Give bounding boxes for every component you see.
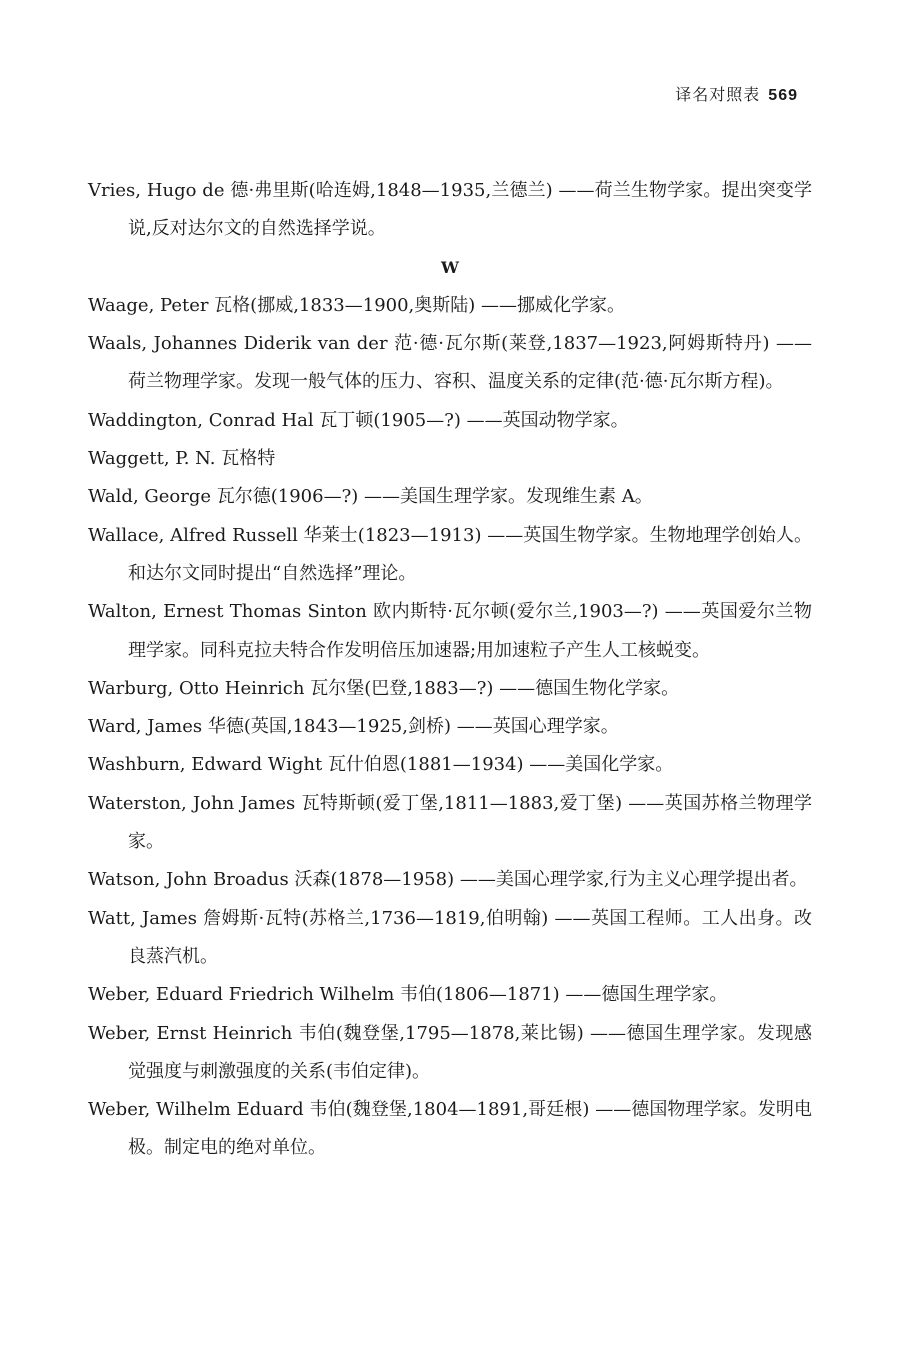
glossary-entry: Wald, George 瓦尔德(1906—?) ——美国生理学家。发现维生素 A。 — [88, 486, 653, 508]
glossary-entry: Weber, Wilhelm Eduard 韦伯(魏登堡,1804—1891,哥廷根) ——德国物理学家。发明电极。制定电的绝对单位。 — [88, 1099, 812, 1159]
glossary-entry: Waterston, John James 瓦特斯顿(爱丁堡,1811—1883,爱丁堡) ——英国苏格兰物理学家。 — [88, 792, 812, 853]
glossary-entry: Weber, Eduard Friedrich Wilhelm 韦伯(1806—1871) ——德国生理学家。 — [88, 984, 728, 1006]
glossary-entry: Ward, James 华德(英国,1843—1925,剑桥) ——英国心理学家。 — [88, 716, 619, 738]
glossary-entry: Wallace, Alfred Russell 华莱士(1823—1913) ——英国生物学家。生物地理学创始人。和达尔文同时提出“自然选择”理论。 — [88, 524, 812, 584]
page-number: 569 — [768, 87, 798, 104]
page-header — [675, 82, 798, 105]
glossary-entry: Washburn, Edward Wight 瓦什伯恩(1881—1934) ——美国化学家。 — [88, 754, 674, 776]
glossary-entry: Watson, John Broadus 沃森(1878—1958) ——美国心理学家,行为主义心理学提出者。 — [88, 869, 808, 891]
glossary-entry: Vries, Hugo de 德·弗里斯(哈连姆,1848—1935,兰德兰) ——荷兰生物学家。提出突变学说,反对达尔文的自然选择学说。 — [88, 180, 812, 240]
running-title: 译名对照表 — [675, 85, 761, 104]
section-letter: W — [441, 257, 459, 277]
glossary-body — [88, 172, 812, 1168]
glossary-entry: Waals, Johannes Diderik van der 范·德·瓦尔斯(莱登,1837—1923,阿姆斯特丹) ——荷兰物理学家。发现一般气体的压力、容积、温度关系的定律(范·德·瓦尔斯方程)。 — [88, 333, 812, 393]
glossary-entry: Walton, Ernest Thomas Sinton 欧内斯特·瓦尔顿(爱尔兰,1903—?) ——英国爱尔兰物理学家。同科克拉夫特合作发明倍压加速器;用加速粒子产生人工核蜕变。 — [88, 601, 812, 661]
glossary-entry: Waggett, P. N. 瓦格特 — [88, 448, 276, 470]
glossary-entry: Warburg, Otto Heinrich 瓦尔堡(巴登,1883—?) ——德国生物化学家。 — [88, 677, 680, 699]
glossary-entry: Weber, Ernst Heinrich 韦伯(魏登堡,1795—1878,莱比锡) ——德国生理学家。发现感觉强度与刺激强度的关系(韦伯定律)。 — [88, 1022, 812, 1082]
glossary-entry: Waage, Peter 瓦格(挪威,1833—1900,奥斯陆) ——挪威化学家。 — [88, 294, 626, 316]
glossary-entry: Watt, James 詹姆斯·瓦特(苏格兰,1736—1819,伯明翰) ——英国工程师。工人出身。改良蒸汽机。 — [88, 907, 812, 967]
glossary-entry: Waddington, Conrad Hal 瓦丁顿(1905—?) ——英国动物学家。 — [88, 409, 629, 431]
